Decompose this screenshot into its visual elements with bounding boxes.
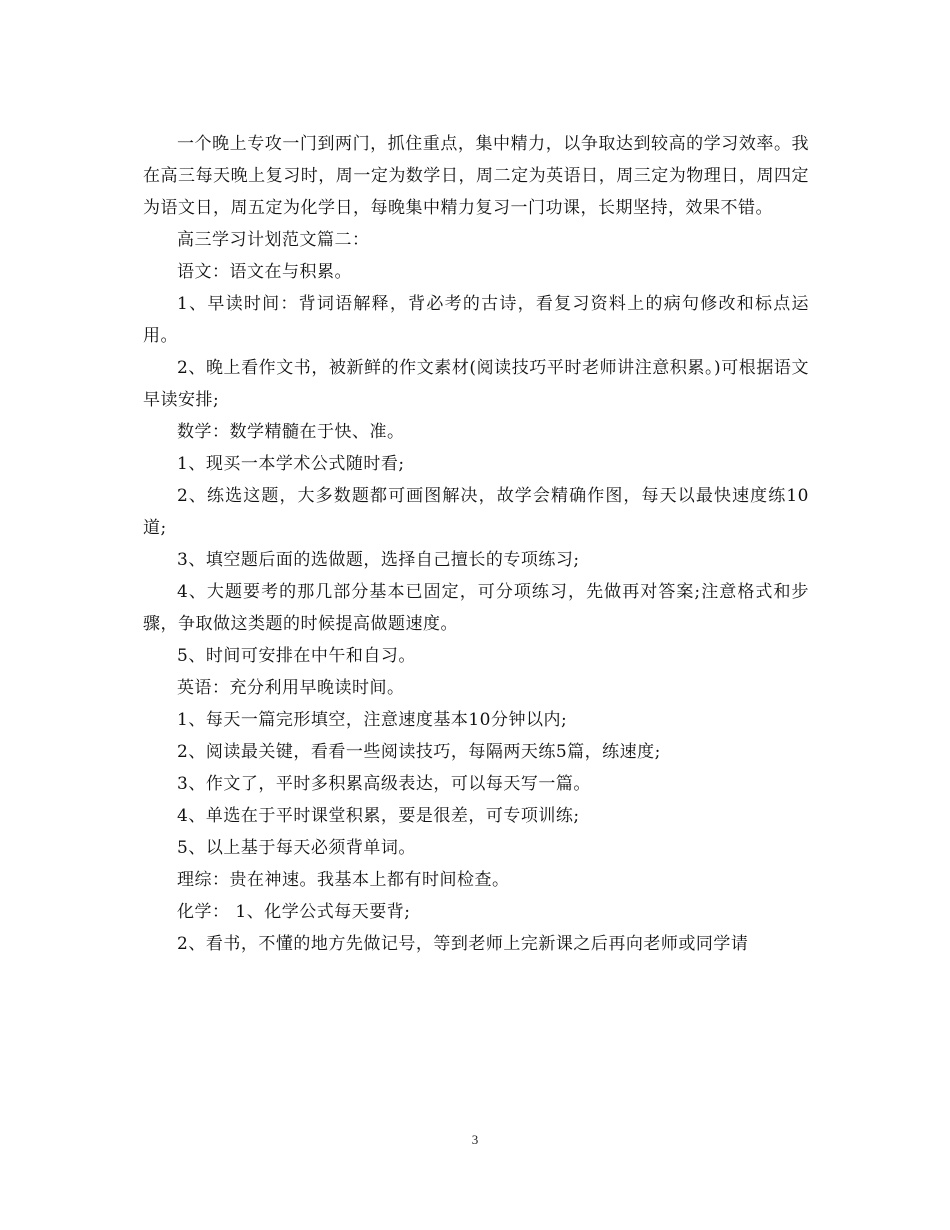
paragraph: 3、填空题后面的选做题，选择自己擅长的专项练习; [177,550,580,570]
paragraph: 1、现买一本学术公式随时看; [177,454,405,474]
paragraph: 2、练选这题，大多数题都可画图解决，故学会精确作图，每天以最快速度练10道; [143,486,809,538]
paragraph: 2、看书，不懂的地方先做记号，等到老师上完新课之后再向老师或同学请 [177,934,749,954]
subject-heading-chinese: 语文：语文在与积累。 [177,262,352,282]
paragraph: 2、晚上看作文书，被新鲜的作文素材(阅读技巧平时老师讲注意积累。)可根据语文早读安排; [143,358,809,410]
subject-heading-science: 理综：贵在神速。我基本上都有时间检查。 [177,870,510,890]
paragraph: 4、大题要考的那几部分基本已固定，可分项练习，先做再对答案;注意格式和步骤，争取做这类题的时候提高做题速度。 [143,582,809,634]
paragraph: 3、作文了，平时多积累高级表达，可以每天写一篇。 [177,774,591,794]
document-body [143,128,809,960]
paragraph: 1、早读时间：背词语解释，背必考的古诗，看复习资料上的病句修改和标点运用。 [143,294,809,346]
paragraph: 5、时间可安排在中午和自习。 [177,646,416,666]
paragraph: 一个晚上专攻一门到两门，抓住重点，集中精力，以争取达到较高的学习效率。我在高三每天晚上复习时，周一定为数学日，周二定为英语日，周三定为物理日，周四定为语文日，周五定为化学日，每晚集中精力复习一门功课，长期坚持，效果不错。 [143,134,809,218]
paragraph: 4、单选在于平时课堂积累，要是很差，可专项训练; [177,806,580,826]
subject-heading-english: 英语：充分利用早晚读时间。 [177,678,405,698]
paragraph: 5、以上基于每天必须背单词。 [177,838,416,858]
section-heading: 高三学习计划范文篇二： [177,230,370,250]
subject-heading-chemistry: 化学： 1、化学公式每天要背; [177,902,411,922]
page-number: 3 [471,1132,479,1147]
paragraph: 1、每天一篇完形填空，注意速度基本10分钟以内; [177,710,568,730]
paragraph: 2、阅读最关键，看看一些阅读技巧，每隔两天练5篇，练速度; [177,742,661,762]
subject-heading-math: 数学：数学精髓在于快、准。 [177,422,405,442]
